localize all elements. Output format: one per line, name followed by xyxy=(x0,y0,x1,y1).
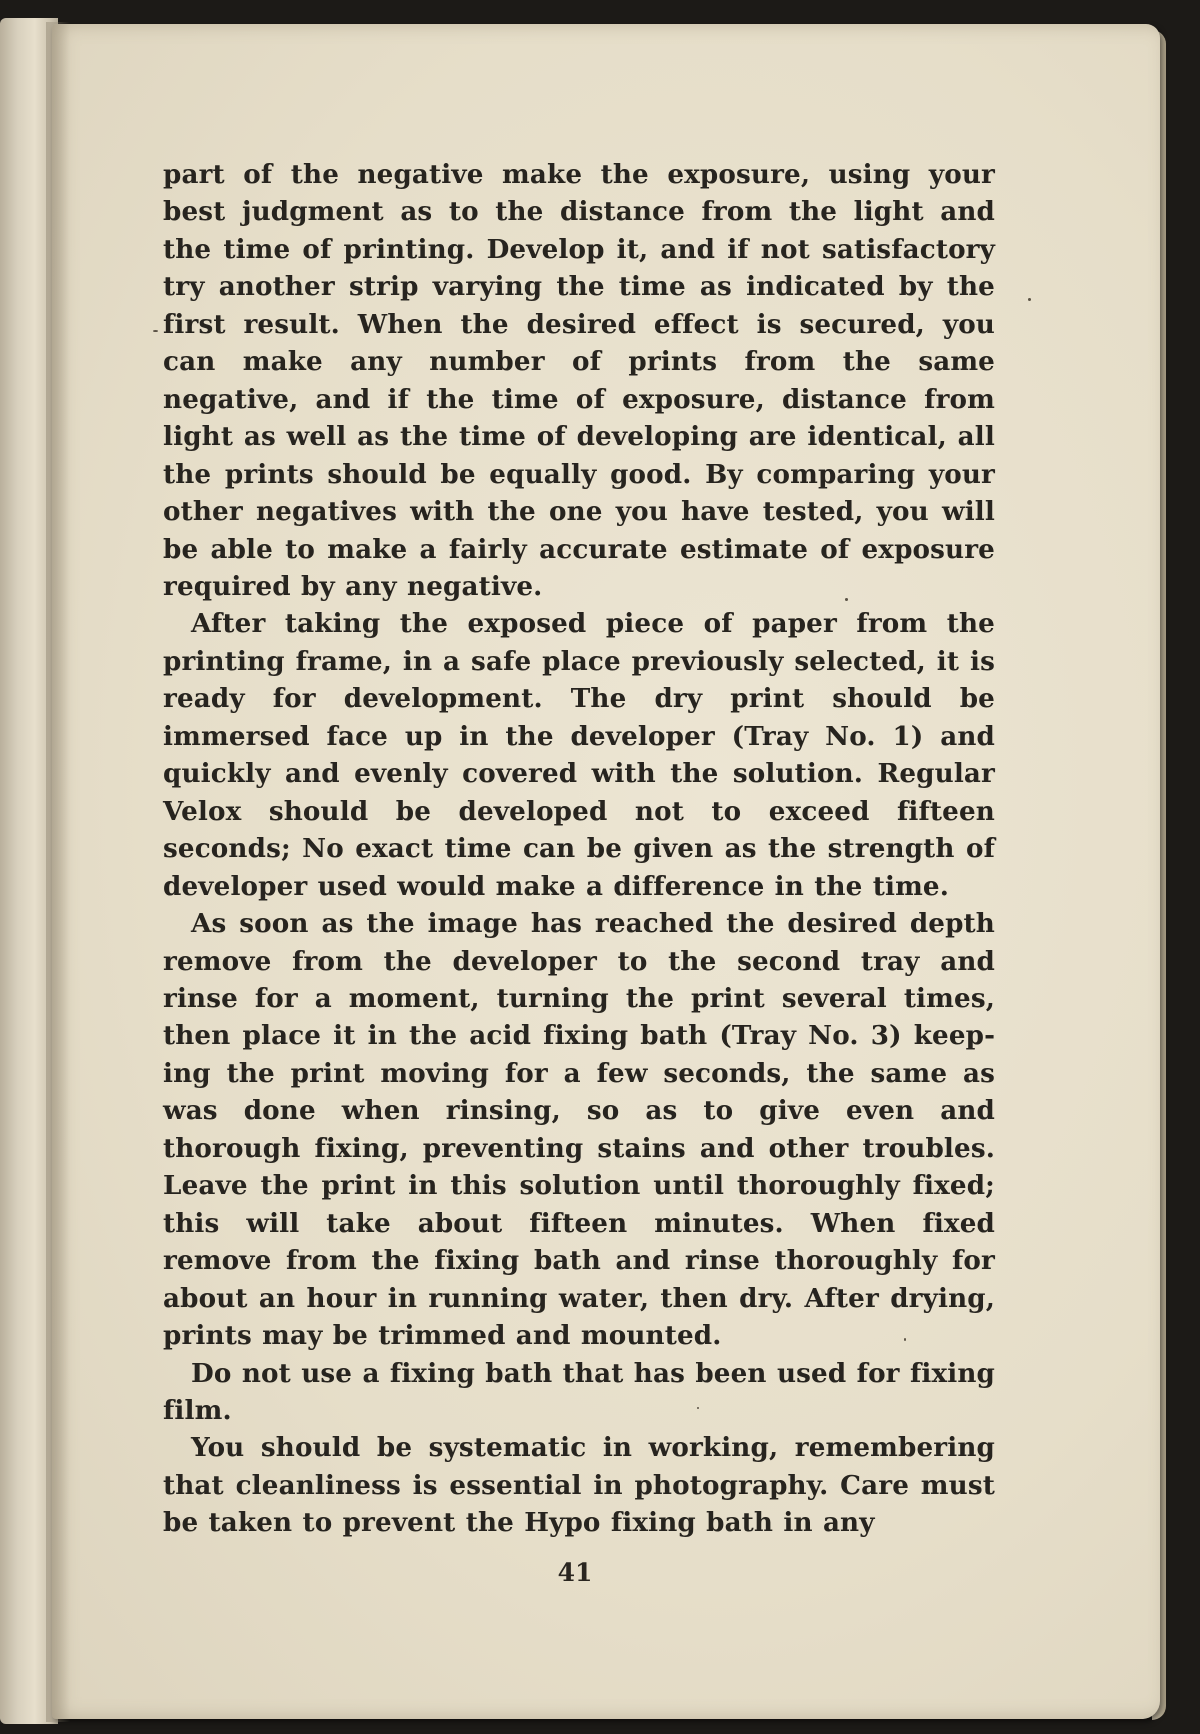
paper-speck xyxy=(1028,298,1031,301)
body-text xyxy=(163,156,995,1542)
paper-speck xyxy=(153,330,158,332)
paragraph: After taking the exposed piece of paper from the printing frame, in a safe place previously selected, it is ready for development. The dry print should be immersed face up in the developer (Tray No. 1) and quickly and evenly covered with the solution. Regular Velox should be developed not to exceed fifteen seconds; No exact time can be given as the strength of developer used would make a difference in the time. xyxy=(163,608,995,902)
paragraph: You should be systematic in working, remembering that cleanliness is essential in photography. Care must be taken to prevent the Hypo fixing bath in any xyxy=(163,1432,995,1539)
paragraph: As soon as the image has reached the desired depth remove from the developer to the second tray and rinse for a moment, turning the print several times, then place it in the acid fixing bath (Tray No. 3) keeping the print moving for a few seconds, the same as was done when rinsing, so as to give even and thorough fixing, preventing stains and other troubles. Leave the print in this solution until thoroughly fixed; this will take about fifteen minutes. When fixed remove from the fixing bath and rinse thoroughly for about an hour in running water, then dry. After drying, prints may be trimmed and mounted. xyxy=(163,908,995,1352)
paragraph: Do not use a fixing bath that has been used for fixing film. xyxy=(163,1357,995,1426)
paragraph: part of the negative make the exposure, using your best judgment as to the distance from the light and the time of printing. Develop it, and if not satisfactory try another strip varying the time as indicated by the first result. When the desired effect is secured, you can make any number of prints from the same negative, and if the time of exposure, distance from light as well as the time of developing are identical, all the prints should be equally good. By comparing your other negatives with the one you have tested, you will be able to make a fairly accurate estimate of exposure required by any negative. xyxy=(163,159,995,602)
page-number: 41 xyxy=(557,1558,593,1587)
page-gutter-shadow xyxy=(46,22,70,1722)
